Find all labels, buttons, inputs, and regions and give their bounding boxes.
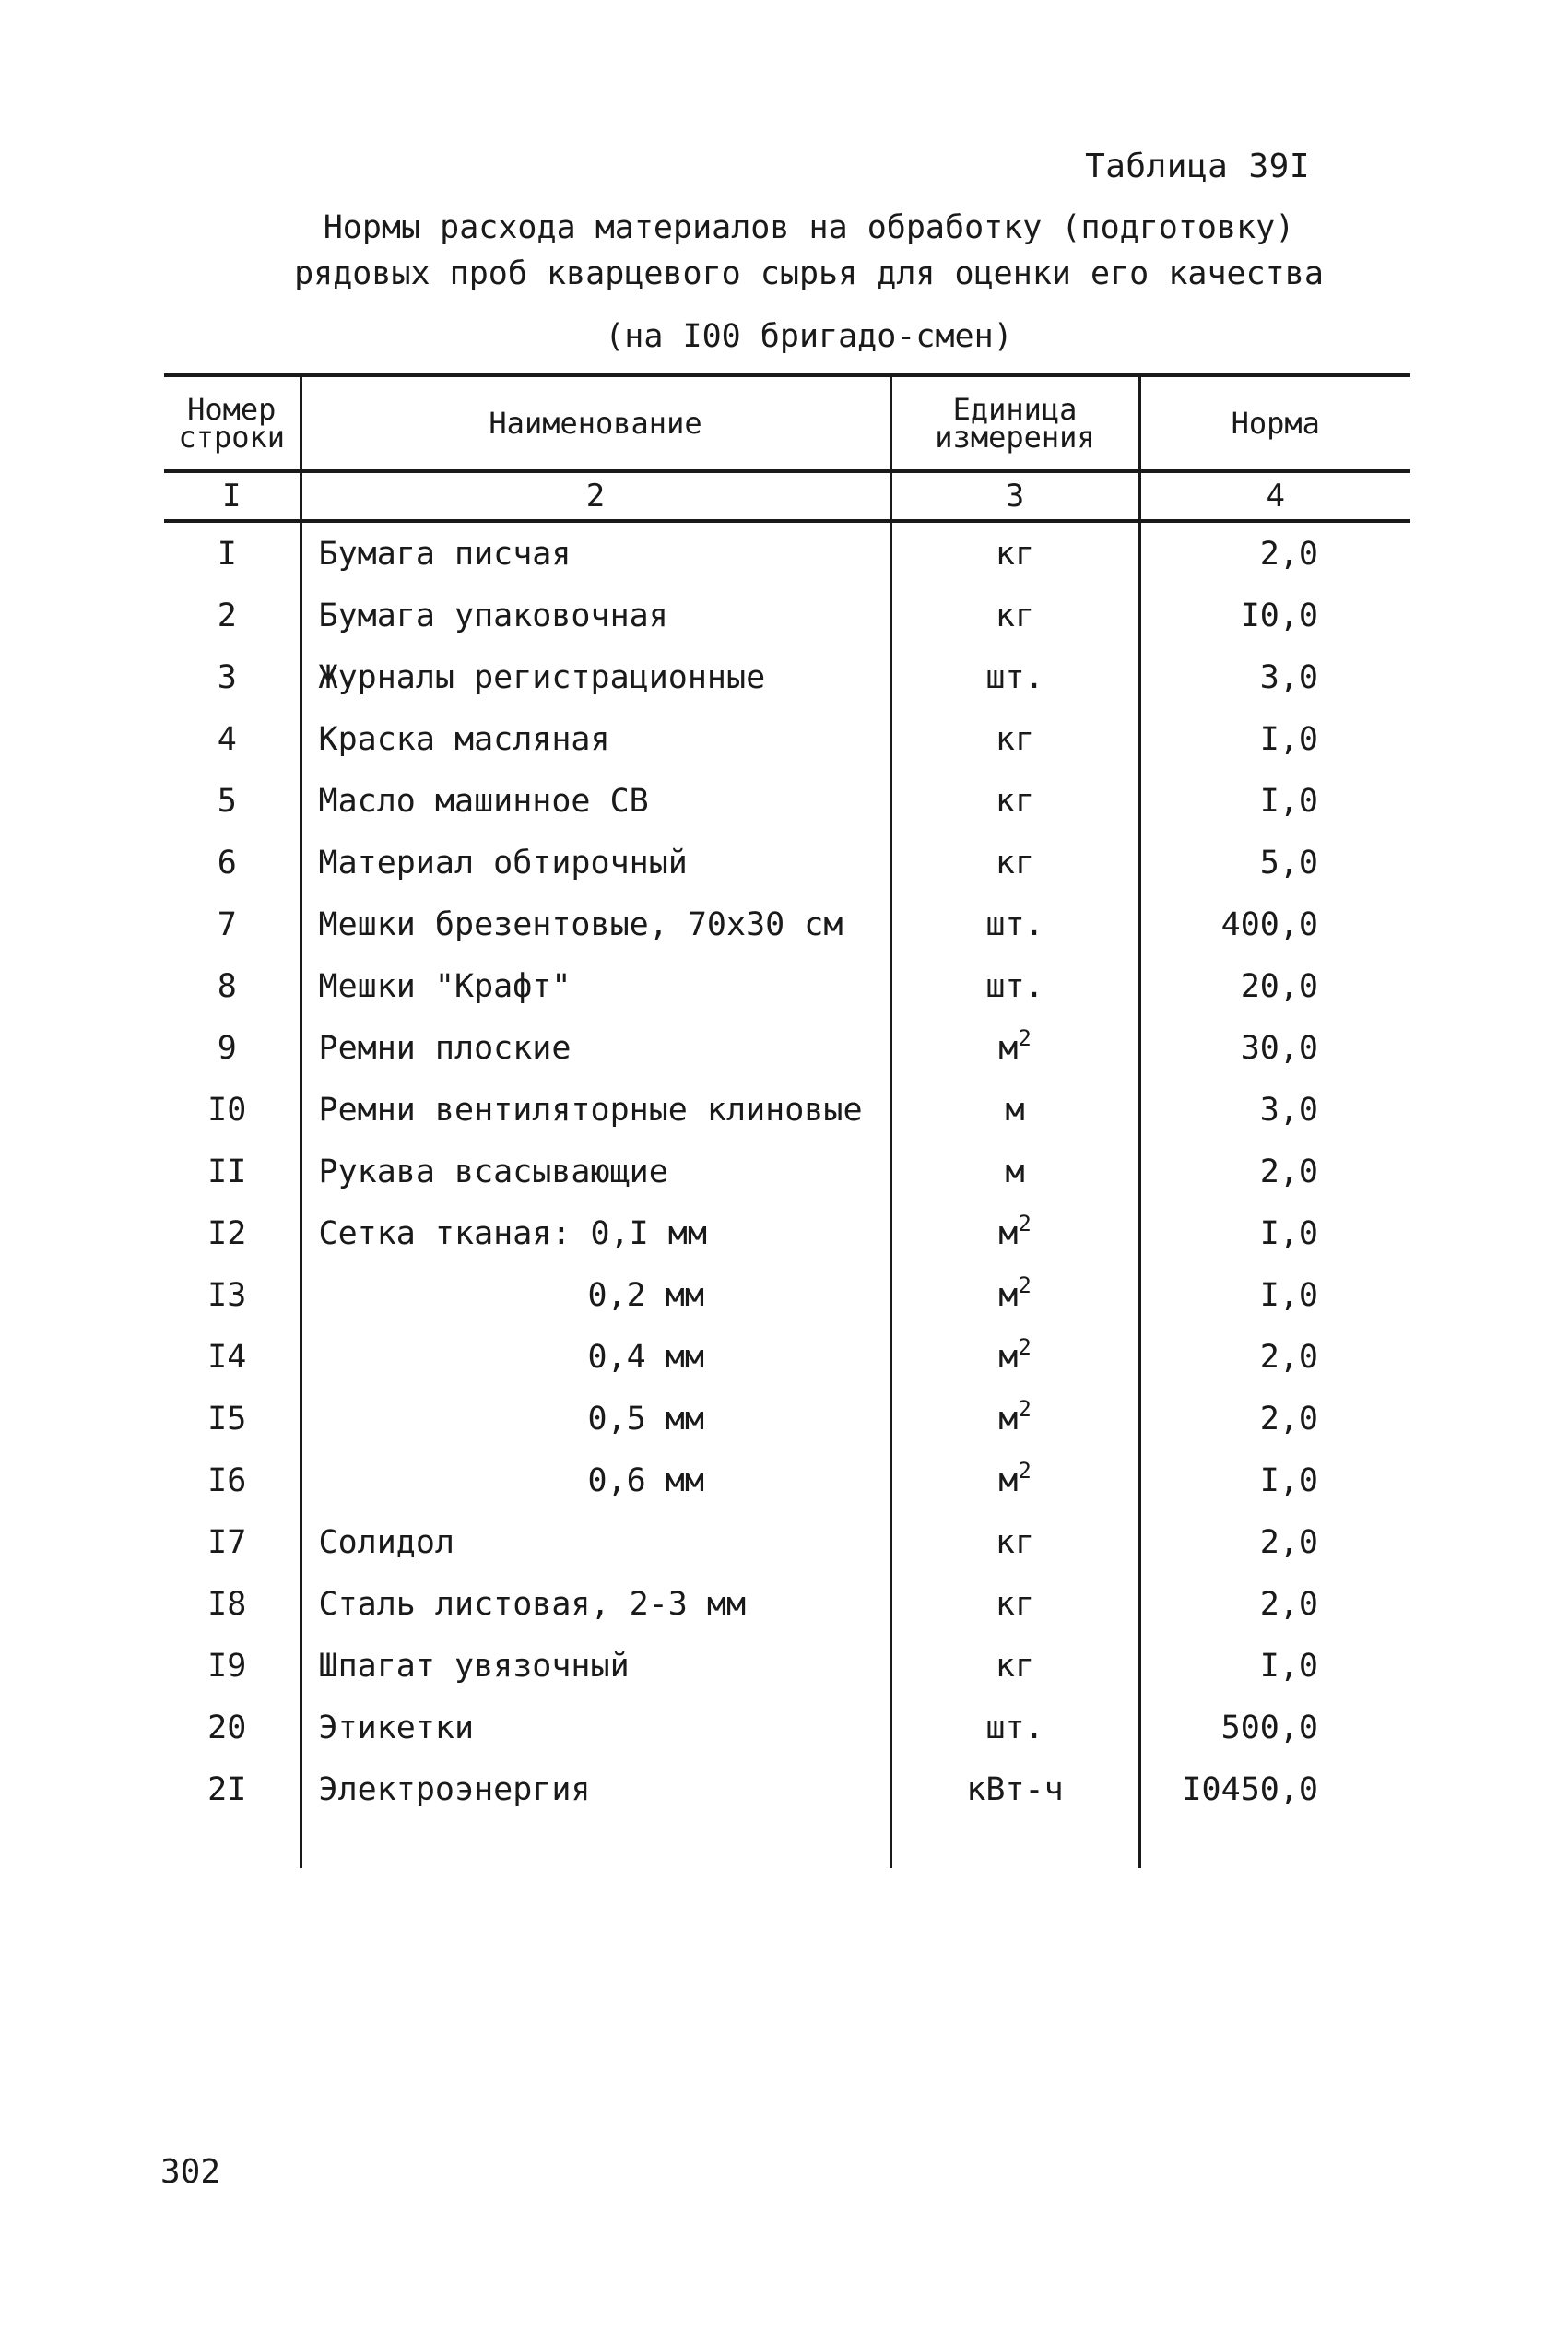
row-number: I <box>217 535 237 573</box>
unit-exponent: 2 <box>1018 1272 1032 1298</box>
norm-value: 30,0 <box>1139 1017 1410 1079</box>
material-name: Масло машинное СВ <box>301 770 890 832</box>
table-row <box>164 585 1410 646</box>
unit-cell <box>890 585 1139 646</box>
row-number: I9 <box>207 1647 247 1685</box>
material-name: Бумага писчая <box>301 521 890 585</box>
header-text: Единица <box>952 392 1078 427</box>
unit-cell <box>890 1202 1139 1264</box>
row-number: 20 <box>207 1709 247 1746</box>
norm-value: I0450,0 <box>1139 1758 1410 1820</box>
unit-text: кг <box>995 720 1035 758</box>
spacer-cell <box>1139 1820 1410 1868</box>
norms-table <box>164 373 1410 1868</box>
norm-value: 5,0 <box>1139 832 1410 893</box>
norm-value: I0,0 <box>1139 585 1410 646</box>
unit-cell <box>890 1511 1139 1573</box>
table-row <box>164 1202 1410 1264</box>
unit-cell <box>890 832 1139 893</box>
table-row <box>164 1017 1410 1079</box>
unit-text: м <box>998 1276 1019 1314</box>
spacer-cell <box>301 1820 890 1868</box>
table-row <box>164 1388 1410 1449</box>
norm-value: I,0 <box>1139 770 1410 832</box>
norm-value: I,0 <box>1139 1635 1410 1697</box>
material-name: Ремни плоские <box>301 1017 890 1079</box>
unit-text: м <box>998 1214 1019 1252</box>
unit-cell <box>890 1079 1139 1141</box>
unit-exponent: 2 <box>1018 1024 1032 1051</box>
table-row <box>164 1264 1410 1326</box>
header-text: Номер <box>187 392 277 427</box>
table-row <box>164 708 1410 770</box>
norm-value: 2,0 <box>1139 1141 1410 1202</box>
unit-cell <box>890 1388 1139 1449</box>
row-number: I3 <box>207 1276 247 1314</box>
unit-cell <box>890 955 1139 1017</box>
unit-exponent: 2 <box>1018 1457 1032 1484</box>
unit-text: м <box>1005 1091 1025 1129</box>
table-label: Таблица 39I <box>1085 148 1310 185</box>
norm-value: 2,0 <box>1139 1511 1410 1573</box>
material-name: 0,5 мм <box>301 1388 890 1449</box>
table-row <box>164 646 1410 708</box>
norm-value: 400,0 <box>1139 893 1410 955</box>
unit-cell <box>890 770 1139 832</box>
norm-value: 2,0 <box>1139 1388 1410 1449</box>
title-line-2: рядовых проб кварцевого сырья для оценки его качества <box>294 255 1324 292</box>
row-number: 8 <box>217 967 237 1005</box>
norm-value: 2,0 <box>1139 521 1410 585</box>
unit-cell <box>890 521 1139 585</box>
unit-text: м <box>998 1400 1019 1438</box>
column-number: I <box>164 471 301 521</box>
row-number: I6 <box>207 1461 247 1499</box>
unit-cell <box>890 646 1139 708</box>
column-header-name: Наименование <box>301 375 890 471</box>
material-name: 0,4 мм <box>301 1326 890 1388</box>
row-number: I0 <box>207 1091 247 1129</box>
table-row <box>164 1635 1410 1697</box>
material-name: Шпагат увязочный <box>301 1635 890 1697</box>
unit-cell <box>890 1264 1139 1326</box>
row-number: I4 <box>207 1338 247 1376</box>
table-row <box>164 1697 1410 1758</box>
material-name: Сталь листовая, 2-3 мм <box>301 1573 890 1635</box>
table-row <box>164 770 1410 832</box>
column-header-norm: Норма <box>1139 375 1410 471</box>
norm-value: 3,0 <box>1139 646 1410 708</box>
unit-text: кг <box>995 782 1035 820</box>
row-number: I7 <box>207 1523 247 1561</box>
table-row <box>164 893 1410 955</box>
unit-cell <box>890 893 1139 955</box>
material-name: Бумага упаковочная <box>301 585 890 646</box>
material-name: Этикетки <box>301 1697 890 1758</box>
unit-text: м <box>998 1029 1019 1067</box>
unit-text: кг <box>995 1585 1035 1623</box>
unit-exponent: 2 <box>1018 1395 1032 1422</box>
material-name: Электроэнергия <box>301 1758 890 1820</box>
unit-text: шт. <box>985 967 1044 1005</box>
norm-value: 3,0 <box>1139 1079 1410 1141</box>
column-number: 3 <box>890 471 1139 521</box>
table-bottom-spacer <box>164 1820 1410 1868</box>
material-name: Журналы регистрационные <box>301 646 890 708</box>
table-body <box>164 521 1410 1868</box>
norm-value: I,0 <box>1139 1264 1410 1326</box>
unit-text: кг <box>995 597 1035 634</box>
norm-value: I,0 <box>1139 708 1410 770</box>
material-name: Сетка тканая: 0,I мм <box>301 1202 890 1264</box>
material-name: 0,2 мм <box>301 1264 890 1326</box>
unit-cell <box>890 1697 1139 1758</box>
table-row <box>164 1141 1410 1202</box>
row-number: 5 <box>217 782 237 820</box>
table-row <box>164 955 1410 1017</box>
row-number: 9 <box>217 1029 237 1067</box>
unit-text: шт. <box>985 1709 1044 1746</box>
unit-text: кВт-ч <box>966 1770 1064 1808</box>
row-number: 3 <box>217 658 237 696</box>
unit-cell <box>890 1326 1139 1388</box>
table-row <box>164 832 1410 893</box>
unit-text: м <box>998 1338 1019 1376</box>
table-row <box>164 1449 1410 1511</box>
unit-cell <box>890 1017 1139 1079</box>
row-number: I2 <box>207 1214 247 1252</box>
material-name: 0,6 мм <box>301 1449 890 1511</box>
document-title <box>267 205 1350 297</box>
norm-value: 500,0 <box>1139 1697 1410 1758</box>
title-line-1: Нормы расхода материалов на обработку (подготовку) <box>323 209 1295 246</box>
page-number: 302 <box>160 2153 221 2191</box>
table-row <box>164 1573 1410 1635</box>
unit-text: м <box>998 1461 1019 1499</box>
header-text: строки <box>178 420 286 455</box>
unit-cell <box>890 1758 1139 1820</box>
spacer-cell <box>890 1820 1139 1868</box>
unit-cell <box>890 1573 1139 1635</box>
table-row <box>164 521 1410 585</box>
row-number: II <box>207 1153 247 1190</box>
table-row <box>164 1758 1410 1820</box>
row-number: 4 <box>217 720 237 758</box>
material-name: Мешки брезентовые, 70x30 см <box>301 893 890 955</box>
material-name: Ремни вентиляторные клиновые <box>301 1079 890 1141</box>
norm-value: 2,0 <box>1139 1573 1410 1635</box>
norm-value: I,0 <box>1139 1202 1410 1264</box>
unit-text: шт. <box>985 658 1044 696</box>
unit-text: м <box>1005 1153 1025 1190</box>
unit-cell <box>890 1141 1139 1202</box>
table-row <box>164 1511 1410 1573</box>
unit-cell <box>890 708 1139 770</box>
unit-cell <box>890 1635 1139 1697</box>
unit-text: кг <box>995 844 1035 882</box>
spacer-cell <box>164 1820 301 1868</box>
unit-cell <box>890 1449 1139 1511</box>
column-header-row-number <box>164 375 301 471</box>
row-number: 6 <box>217 844 237 882</box>
norm-value: I,0 <box>1139 1449 1410 1511</box>
table-row <box>164 1326 1410 1388</box>
column-number: 2 <box>301 471 890 521</box>
unit-exponent: 2 <box>1018 1210 1032 1236</box>
unit-text: кг <box>995 1523 1035 1561</box>
table-row <box>164 1079 1410 1141</box>
row-number: 7 <box>217 905 237 943</box>
row-number: I8 <box>207 1585 247 1623</box>
header-text: измерения <box>935 420 1095 455</box>
material-name: Краска масляная <box>301 708 890 770</box>
unit-text: кг <box>995 535 1035 573</box>
material-name: Материал обтирочный <box>301 832 890 893</box>
column-number: 4 <box>1139 471 1410 521</box>
unit-text: шт. <box>985 905 1044 943</box>
document-subtitle: (на I00 бригадо-смен) <box>605 318 1013 355</box>
row-number: 2 <box>217 597 237 634</box>
norm-value: 2,0 <box>1139 1326 1410 1388</box>
column-header-unit <box>890 375 1139 471</box>
unit-text: кг <box>995 1647 1035 1685</box>
row-number: I5 <box>207 1400 247 1438</box>
material-name: Рукава всасывающие <box>301 1141 890 1202</box>
norm-value: 20,0 <box>1139 955 1410 1017</box>
header-row <box>164 375 1410 471</box>
material-name: Мешки "Крафт" <box>301 955 890 1017</box>
row-number: 2I <box>207 1770 247 1808</box>
unit-exponent: 2 <box>1018 1333 1032 1360</box>
column-number-row <box>164 471 1410 521</box>
material-name: Солидол <box>301 1511 890 1573</box>
